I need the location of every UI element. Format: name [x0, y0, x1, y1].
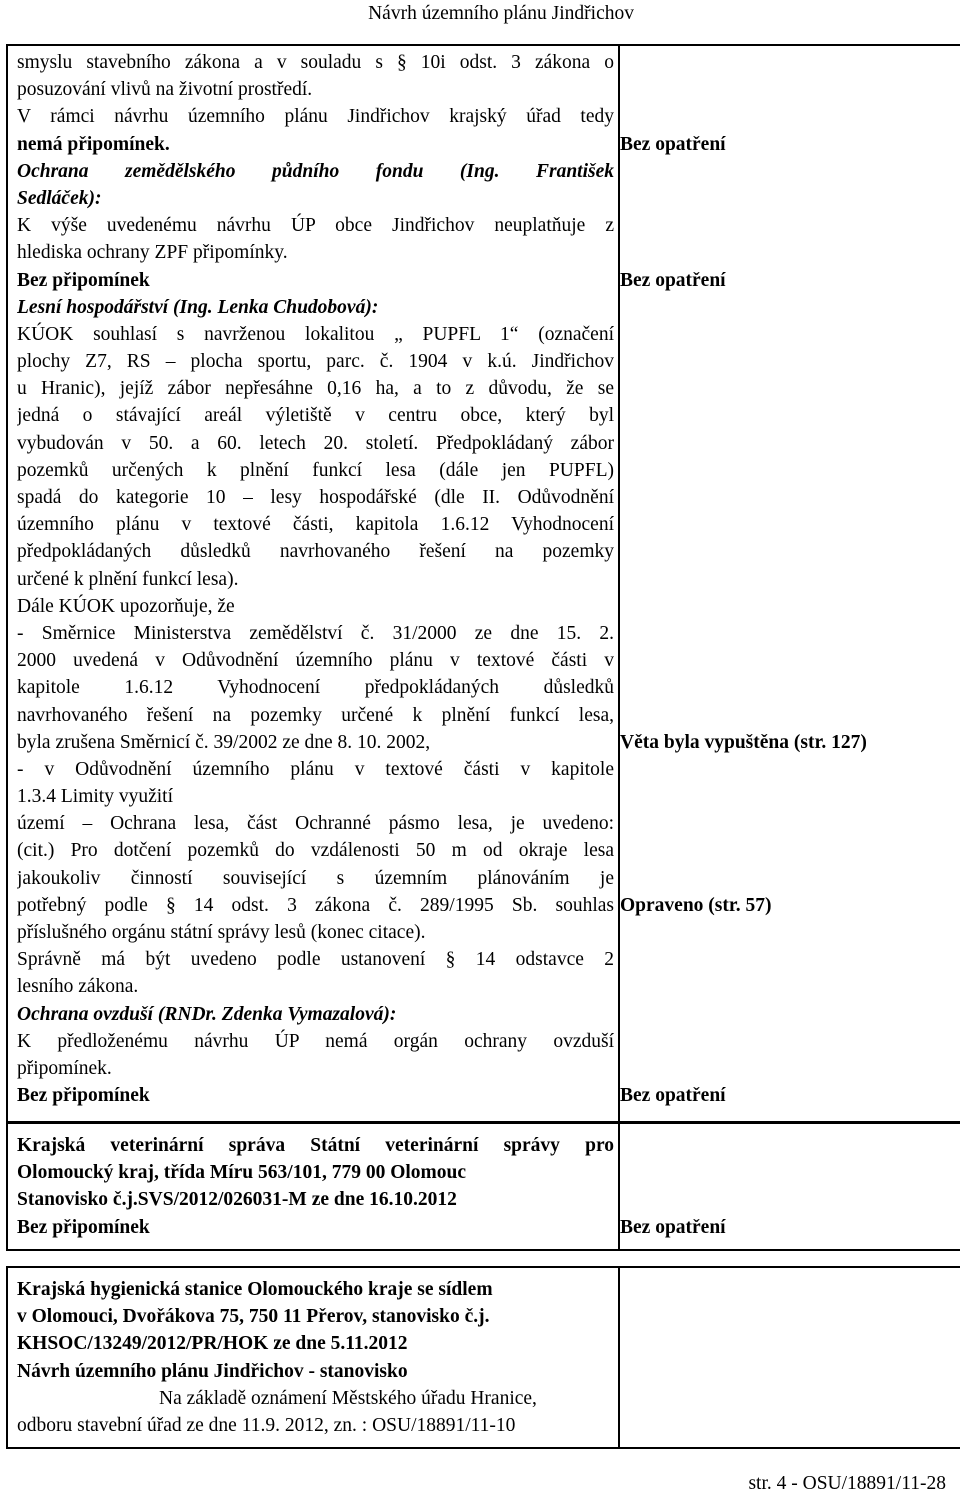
text-line: Návrh územního plánu Jindřichov - stanovisko — [17, 1360, 408, 1382]
text-line: 2000 uvedená v Odůvodnění územního plánu v textové části v — [17, 650, 614, 672]
text-line: smyslu stavebního zákona a v souladu s § 10i odst. 3 zákona o — [17, 52, 614, 73]
resolution-note: Opraveno (str. 57) — [620, 894, 772, 916]
text-line: K předloženému návrhu ÚP nemá orgán ochrany ovzduší — [17, 1030, 614, 1052]
text-line: jakoukoliv činností související s územním plánováním je — [17, 867, 614, 889]
text-line: plochy Z7, RS – plocha sportu, parc. č. 1904 v k.ú. Jindřichov — [17, 351, 614, 373]
text-line: (cit.) Pro dotčení pozemků do vzdálenosti 50 m od okraje lesa — [17, 840, 614, 862]
text-line: Lesní hospodářství (Ing. Lenka Chudobová): — [17, 296, 379, 318]
text-line: pozemků určených k plnění funkcí lesa (dále jen PUPFL) — [17, 459, 614, 481]
text-line: Krajská veterinární správa Státní veterinární správy pro — [17, 1135, 614, 1156]
comments-table-2 — [6, 1122, 960, 1251]
text-line: potřebný podle § 14 odst. 3 zákona č. 289/1995 Sb. souhlas — [17, 894, 614, 916]
resolution-note: Bez opatření — [620, 269, 726, 291]
text-line: Bez připomínek — [17, 1216, 150, 1238]
text-line: Bez připomínek — [17, 269, 150, 291]
text-line: připomínek. — [17, 1057, 112, 1079]
text-line: - v Odůvodnění územního plánu v textové části v kapitole — [17, 758, 614, 780]
text-line: vybudován v 50. a 60. letech 20. století. Předpokládaný zábor — [17, 432, 614, 454]
text-line: příslušného orgánu státní správy lesů (konec citace). — [17, 922, 426, 943]
text-line: nemá připomínek. — [17, 133, 170, 155]
comment-cell — [7, 1267, 619, 1448]
text-line: Na základě oznámení Městského úřadu Hranice, — [159, 1387, 537, 1409]
text-line: Olomoucký kraj, třída Míru 563/101, 779 00 Olomouc — [17, 1162, 467, 1184]
text-line: Ochrana ovzduší (RNDr. Zdenka Vymazalová): — [17, 1003, 397, 1025]
page-footer: str. 4 - OSU/18891/11-28 — [748, 1473, 946, 1494]
text-line: Bez připomínek — [17, 1085, 150, 1107]
comment-cell — [7, 45, 619, 1122]
text-line: KÚOK souhlasí s navrženou lokalitou „ PUPFL 1“ (označení — [17, 323, 614, 345]
comment-text — [8, 1268, 618, 1447]
resolution-cell — [619, 1267, 960, 1448]
resolution-note: Bez opatření — [620, 1085, 726, 1107]
text-line: KHSOC/13249/2012/PR/HOK ze dne 5.11.2012 — [17, 1333, 408, 1355]
comments-table-3 — [6, 1266, 960, 1449]
resolution-note: Věta byla vypuštěna (str. 127) — [620, 731, 867, 753]
text-line: Stanovisko č.j.SVS/2012/026031-M ze dne 16.10.2012 — [17, 1189, 457, 1211]
text-line: byla zrušena Směrnicí č. 39/2002 ze dne 8. 10. 2002, — [17, 731, 431, 753]
page-header: Návrh územního plánu Jindřichov — [368, 3, 634, 24]
text-line: lesního zákona. — [17, 976, 139, 998]
comments-table-1 — [6, 44, 960, 1123]
text-line: Krajská hygienická stanice Olomouckého kraje se sídlem — [17, 1279, 493, 1300]
text-line: spadá do kategorie 10 – lesy hospodářské (dle II. Odůvodnění — [17, 487, 614, 508]
text-line: u Hranic), jejíž zábor nepřesáhne 0,16 ha, a to z důvodu, že se — [17, 378, 614, 400]
resolution-note: Bez opatření — [620, 1216, 726, 1238]
text-line: - Směrnice Ministerstva zemědělství č. 31/2000 ze dne 15. 2. — [17, 622, 614, 644]
text-line: Sedláček): — [17, 187, 102, 209]
comment-cell — [7, 1123, 619, 1250]
comment-text — [8, 1124, 618, 1249]
text-line: Dále KÚOK upozorňuje, že — [17, 595, 235, 617]
resolution-note: Bez opatření — [620, 133, 726, 155]
text-line: 1.3.4 Limity využití — [17, 786, 173, 808]
comment-text — [8, 46, 618, 1121]
text-line: kapitole 1.6.12 Vyhodnocení předpokládaných důsledků — [17, 677, 614, 699]
resolution-cell — [619, 45, 960, 1122]
text-line: Ochrana zemědělského půdního fondu (Ing. František — [17, 160, 614, 182]
text-line: předpokládaných důsledků navrhovaného řešení na pozemky — [17, 541, 614, 563]
text-line: jedná o stávající areál výletiště v centru obce, který byl — [17, 405, 614, 427]
text-line: V rámci návrhu územního plánu Jindřichov krajský úřad tedy — [17, 106, 614, 128]
text-line: v Olomouci, Dvořákova 75, 750 11 Přerov, stanovisko č.j. — [17, 1306, 490, 1328]
text-line: území – Ochrana lesa, část Ochranné pásmo lesa, je uvedeno: — [17, 813, 614, 835]
text-line: hlediska ochrany ZPF připomínky. — [17, 242, 288, 264]
text-line: posuzování vlivů na životní prostředí. — [17, 79, 313, 101]
text-line: Správně má být uvedeno podle ustanovení § 14 odstavce 2 — [17, 949, 614, 971]
text-line: K výše uvedenému návrhu ÚP obce Jindřichov neuplatňuje z — [17, 215, 614, 237]
text-line: určené k plnění funkcí lesa). — [17, 568, 239, 590]
text-line: odboru stavební úřad ze dne 11.9. 2012, zn. : OSU/18891/11-10 — [17, 1414, 516, 1436]
text-line: navrhovaného řešení na pozemky určené k plnění funkcí lesa, — [17, 704, 614, 726]
text-line: územního plánu v textové části, kapitola 1.6.12 Vyhodnocení — [17, 514, 614, 536]
